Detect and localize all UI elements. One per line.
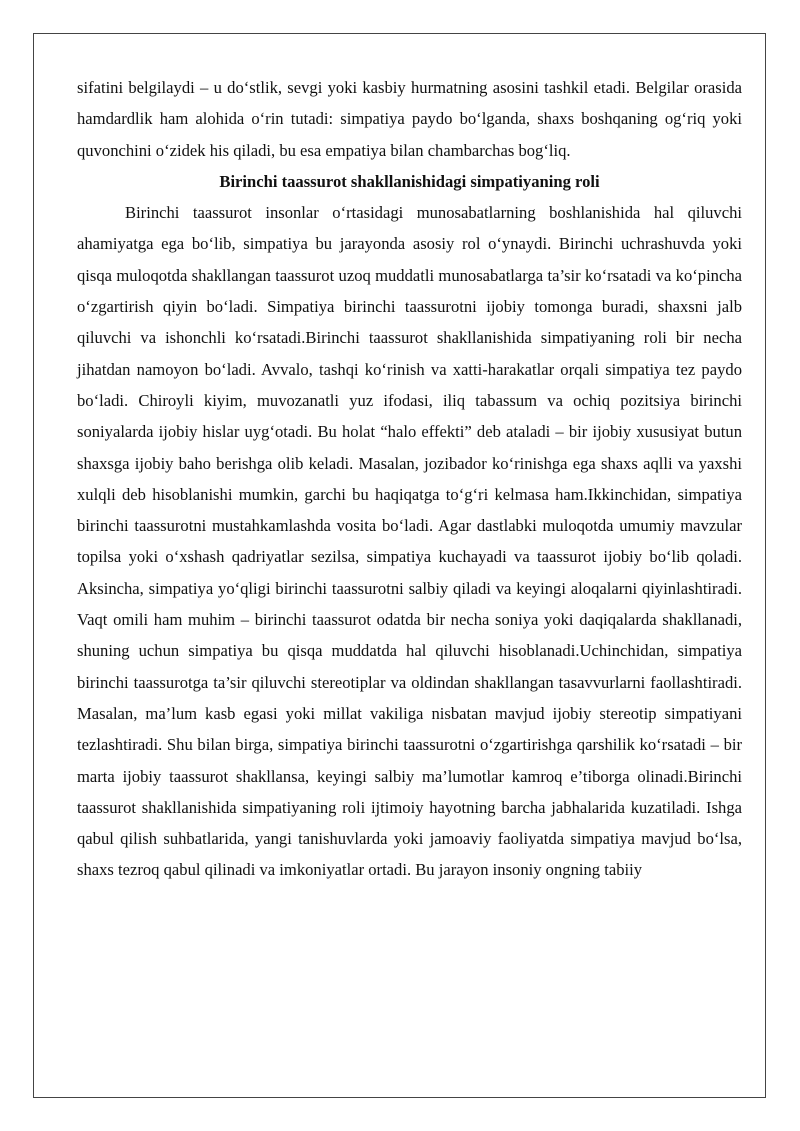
section-heading: Birinchi taassurot shakllanishidagi simpatiyaning roli bbox=[219, 171, 600, 191]
main-paragraph: Birinchi taassurot insonlar o‘rtasidagi munosabatlarning boshlanishida hal qiluvchi ahamiyatga ega bo‘lib, simpatiya bu jarayonda asosiy rol o‘ynaydi. Birinchi uchrashuvda yoki qisqa muloqotda shakllangan taassurot uzoq muddatli munosabatlarga ta’sir ko‘rsatadi va ko‘pincha o‘zgartirish qiyin bo‘ladi. Simpatiya birinchi taassurotni ijobiy tomonga buradi, shaxsni jalb qiluvchi va ishonchli ko‘rsatadi.Birinchi taassurot shakllanishida simpatiyaning roli bir necha jihatdan namoyon bo‘ladi. Avvalo, tashqi ko‘rinish va xatti-harakatlar orqali simpatiya tez paydo bo‘ladi. Chiroyli kiyim, muvozanatli yuz ifodasi, iliq tabassum va ochiq pozitsiya birinchi soniyalarda ijobiy hislar uyg‘otadi. Bu holat “halo effekti” deb ataladi – bir ijobiy xususiyat butun shaxsga ijobiy baho berishga olib keladi. Masalan, jozibador ko‘rinishga ega shaxs aqlli va yaxshi xulqli deb hisoblanishi mumkin, garchi bu haqiqatga to‘g‘ri kelmasa ham.Ikkinchidan, simpatiya birinchi taassurotni mustahkamlashda vosita bo‘ladi. Agar dastlabki muloqotda umumiy mavzular topilsa yoki o‘xshash qadriyatlar sezilsa, simpatiya kuchayadi va taassurot ijobiy bo‘lib qoladi. Aksincha, simpatiya yo‘qligi birinchi taassurotni salbiy qiladi va keyingi aloqalarni qiyinlashtiradi. Vaqt omili ham muhim – birinchi taassurot odatda bir necha soniya yoki daqiqalarda shakllanadi, shuning uchun simpatiya bu qisqa muddatda hal qiluvchi hisoblanadi.Uchinchidan, simpatiya birinchi taassurotga ta’sir qiluvchi stereotiplar va oldindan shakllangan tasavvurlarni faollashtiradi. Masalan, ma’lum kasb egasi yoki millat vakiliga nisbatan mavjud ijobiy stereotip simpatiyani tezlashtiradi. Shu bilan birga, simpatiya birinchi taassurotni o‘zgartirishga qarshilik ko‘rsatadi – bir marta ijobiy taassurot shakllansa, keyingi salbiy ma’lumotlar kamroq e’tiborga olinadi.Birinchi taassurot shakllanishida simpatiyaning roli ijtimoiy hayotning barcha jabhalarida kuzatiladi. Ishga qabul qilish suhbatlarida, yangi tanishuvlarda yoki jamoaviy faoliyatda simpatiya mavjud bo‘lsa, shaxs tezroq qabul qilinadi va imkoniyatlar ortadi. Bu jarayon insoniy ongning tabiiy bbox=[77, 203, 742, 880]
document-body bbox=[77, 72, 742, 886]
intro-paragraph: sifatini belgilaydi – u do‘stlik, sevgi yoki kasbiy hurmatning asosini tashkil etadi. Belgilar orasida hamdardlik ham alohida o‘rin tutadi: simpatiya paydo bo‘lganda, shaxs boshqaning og‘riq yoki quvonchini o‘zidek his qiladi, bu esa empatiya bilan chambarchas bog‘liq. bbox=[77, 78, 742, 160]
